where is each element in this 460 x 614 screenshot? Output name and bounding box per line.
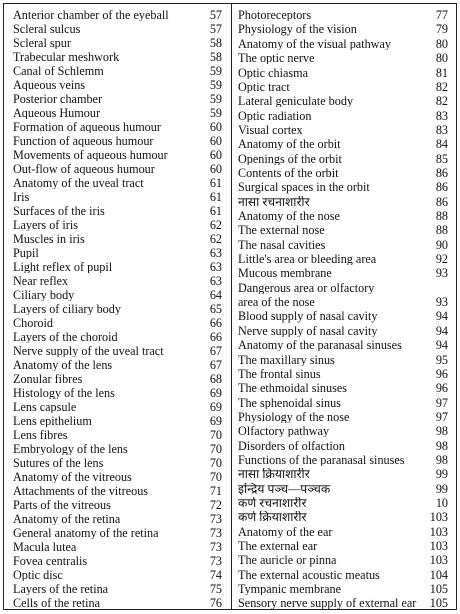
entry-page-number: 88 xyxy=(435,223,448,238)
entry-page-number: 93 xyxy=(435,295,448,310)
entry-page-number: 80 xyxy=(435,51,448,66)
index-entry xyxy=(232,381,456,396)
entry-page-number: 73 xyxy=(209,526,222,541)
entry-topic: Anterior chamber of the eyeball xyxy=(13,9,169,22)
index-entry xyxy=(4,400,231,415)
entry-page-number: 103 xyxy=(429,524,448,539)
index-entry xyxy=(4,190,231,205)
entry-topic: Sutures of the lens xyxy=(13,457,104,470)
index-entry xyxy=(4,568,231,583)
index-entry xyxy=(4,106,231,121)
index-entry xyxy=(4,36,231,51)
entry-page-number: 61 xyxy=(209,176,222,191)
entry-page-number: 99 xyxy=(435,481,448,496)
entry-page-number: 88 xyxy=(435,209,448,224)
entry-topic: Openings of the orbit xyxy=(238,152,342,165)
entry-topic: The auricle or pinna xyxy=(238,554,337,567)
index-entry xyxy=(4,22,231,37)
entry-topic: Embryology of the lens xyxy=(13,443,128,456)
index-entry xyxy=(4,120,231,135)
index-entry xyxy=(232,223,456,238)
entry-topic: Sensory nerve supply of external ear xyxy=(238,597,417,610)
entry-topic: The optic nerve xyxy=(238,52,315,65)
entry-page-number: 74 xyxy=(209,568,222,583)
entry-page-number: 69 xyxy=(209,386,222,401)
entry-page-number: 82 xyxy=(435,79,448,94)
entry-page-number: 63 xyxy=(209,274,222,289)
index-entry xyxy=(232,152,456,167)
index-entry xyxy=(232,395,456,410)
entry-topic: Trabecular meshwork xyxy=(13,51,120,64)
index-entry xyxy=(4,442,231,457)
entry-page-number: 83 xyxy=(435,122,448,137)
entry-topic: Aqueous Humour xyxy=(13,107,100,120)
entry-page-number: 84 xyxy=(435,137,448,152)
entry-topic: Layers of the retina xyxy=(13,583,109,596)
entry-page-number: 70 xyxy=(209,428,222,443)
index-entry xyxy=(4,330,231,345)
entry-page-number: 75 xyxy=(209,582,222,597)
entry-page-number: 104 xyxy=(429,567,448,582)
entry-page-number: 81 xyxy=(435,65,448,80)
entry-page-number: 59 xyxy=(209,92,222,107)
index-entry xyxy=(232,467,456,482)
entry-page-number: 66 xyxy=(209,316,222,331)
index-entry xyxy=(232,137,456,152)
entry-topic: Out-flow of aqueous humour xyxy=(13,163,155,176)
entry-page-number: 79 xyxy=(435,22,448,37)
entry-page-number: 73 xyxy=(209,540,222,555)
index-entry xyxy=(232,439,456,454)
index-entry xyxy=(232,510,456,525)
index-entry xyxy=(4,428,231,443)
entry-topic: Anatomy of the orbit xyxy=(238,138,341,151)
entry-topic: Layers of ciliary body xyxy=(13,303,121,316)
index-entry xyxy=(4,512,231,527)
entry-topic: Optic disc xyxy=(13,569,63,582)
entry-page-number: 69 xyxy=(209,400,222,415)
index-entry xyxy=(4,218,231,233)
entry-topic: The external acoustic meatus xyxy=(238,568,380,581)
entry-topic: नासा रचनाशारीर xyxy=(238,195,310,208)
index-entry xyxy=(232,410,456,425)
entry-topic: Movements of aqueous humour xyxy=(13,149,168,162)
entry-topic: Aqueous veins xyxy=(13,79,86,92)
index-entry xyxy=(4,50,231,65)
index-entry xyxy=(232,51,456,66)
entry-topic: General anatomy of the retina xyxy=(13,527,159,540)
index-entry xyxy=(4,316,231,331)
entry-page-number: 86 xyxy=(435,194,448,209)
entry-topic: कर्ण रचनाशारीर xyxy=(238,497,307,510)
entry-page-number: 57 xyxy=(209,22,222,37)
entry-topic: Physiology of the nose xyxy=(238,410,350,424)
entry-page-number: 70 xyxy=(209,470,222,485)
index-column-right xyxy=(232,4,456,609)
index-entry xyxy=(4,78,231,93)
entry-topic: Ciliary body xyxy=(13,289,75,302)
index-entry xyxy=(232,37,456,52)
entry-page-number: 83 xyxy=(435,108,448,123)
entry-page-number: 62 xyxy=(209,218,222,233)
index-entry xyxy=(4,470,231,485)
index-entry xyxy=(4,8,231,23)
entry-page-number: 61 xyxy=(209,204,222,219)
entry-topic: Anatomy of the nose xyxy=(238,210,340,223)
index-entry xyxy=(4,260,231,275)
entry-topic: Lens fibres xyxy=(13,429,68,442)
index-entry xyxy=(232,180,456,195)
entry-topic: The maxillary sinus xyxy=(238,353,335,366)
index-entry xyxy=(4,358,231,373)
index-entry xyxy=(4,134,231,149)
index-entry xyxy=(232,338,456,353)
entry-topic: Cells of the retina xyxy=(13,597,100,610)
entry-topic: Scleral sulcus xyxy=(13,23,81,36)
entry-topic: Anatomy of the paranasal sinuses xyxy=(238,339,402,352)
entry-topic: Anatomy of the lens xyxy=(13,359,113,372)
entry-page-number: 97 xyxy=(435,395,448,410)
entry-topic: Blood supply of nasal cavity xyxy=(238,310,378,323)
entry-topic: Lens epithelium xyxy=(13,415,92,428)
entry-page-number: 95 xyxy=(435,352,448,367)
entry-page-number: 94 xyxy=(435,338,448,353)
entry-page-number: 63 xyxy=(209,260,222,275)
entry-topic: Contents of the orbit xyxy=(238,166,339,180)
index-entry xyxy=(232,582,456,597)
index-entry xyxy=(232,166,456,181)
index-entry xyxy=(4,176,231,191)
entry-page-number: 60 xyxy=(209,134,222,149)
entry-topic: Iris xyxy=(13,191,30,204)
entry-topic: Near reflex xyxy=(13,275,69,288)
index-entry xyxy=(232,568,456,583)
entry-page-number: 64 xyxy=(209,288,222,303)
entry-page-number: 94 xyxy=(435,323,448,338)
index-entry xyxy=(232,281,456,296)
index-entry xyxy=(232,324,456,339)
entry-topic: Formation of aqueous humour xyxy=(13,121,161,134)
index-entry xyxy=(232,424,456,439)
entry-topic: Olfactory pathway xyxy=(238,425,330,438)
entry-page-number: 59 xyxy=(209,78,222,93)
entry-page-number: 63 xyxy=(209,246,222,261)
entry-page-number: 61 xyxy=(209,190,222,205)
entry-page-number: 99 xyxy=(435,467,448,482)
index-entry xyxy=(4,232,231,247)
index-entry xyxy=(232,367,456,382)
entry-topic: Anatomy of the ear xyxy=(238,525,333,538)
entry-topic: Surgical spaces in the orbit xyxy=(238,181,370,194)
entry-topic: Nerve supply of the uveal tract xyxy=(13,345,164,358)
entry-topic: The nasal cavities xyxy=(238,238,326,251)
index-entry xyxy=(4,414,231,429)
entry-page-number: 65 xyxy=(209,302,222,317)
index-entry xyxy=(232,252,456,267)
index-entry xyxy=(4,386,231,401)
index-entry xyxy=(232,453,456,468)
entry-page-number: 86 xyxy=(435,180,448,195)
entry-page-number: 94 xyxy=(435,309,448,324)
index-entry xyxy=(4,456,231,471)
index-entry xyxy=(232,108,456,123)
entry-page-number: 66 xyxy=(209,330,222,345)
entry-page-number: 58 xyxy=(209,36,222,51)
index-entry xyxy=(232,553,456,568)
entry-topic: Fovea centralis xyxy=(13,555,88,568)
entry-page-number: 59 xyxy=(209,106,222,121)
index-entry xyxy=(232,496,456,511)
entry-topic: Dangerous area or olfactory xyxy=(238,281,375,294)
entry-topic: Layers of the choroid xyxy=(13,331,118,344)
entry-topic: Nerve supply of nasal cavity xyxy=(238,324,378,338)
entry-topic: The frontal sinus xyxy=(238,367,321,381)
index-entry xyxy=(232,482,456,497)
entry-topic: Posterior chamber xyxy=(13,93,103,106)
index-entry xyxy=(232,352,456,367)
index-entry xyxy=(4,92,231,107)
entry-topic: Anatomy of the retina xyxy=(13,513,121,526)
entry-topic: Surfaces of the iris xyxy=(13,205,105,218)
entry-topic: The external nose xyxy=(238,224,325,237)
index-column-left xyxy=(4,4,232,609)
index-entry xyxy=(232,525,456,540)
entry-topic: Histology of the lens xyxy=(13,387,115,400)
index-entry xyxy=(4,484,231,499)
index-entry xyxy=(232,80,456,95)
entry-page-number: 77 xyxy=(435,8,448,23)
entry-topic: The external ear xyxy=(238,540,318,553)
entry-topic: Macula lutea xyxy=(13,541,77,554)
entry-topic: नासा क्रियाशारीर xyxy=(238,468,310,481)
index-entry xyxy=(232,65,456,80)
index-entry xyxy=(232,22,456,37)
entry-topic: कर्ण क्रियाशारीर xyxy=(238,511,307,524)
entry-page-number: 70 xyxy=(209,456,222,471)
entry-topic: Parts of the vitreous xyxy=(13,499,111,512)
entry-page-number: 73 xyxy=(209,554,222,569)
entry-page-number: 93 xyxy=(435,266,448,281)
index-entry xyxy=(4,596,231,611)
entry-page-number: 76 xyxy=(209,596,222,611)
entry-page-number: 70 xyxy=(209,442,222,457)
index-entry xyxy=(4,540,231,555)
entry-topic: The sphenoidal sinus xyxy=(238,396,341,409)
index-entry xyxy=(4,302,231,317)
entry-topic: Choroid xyxy=(13,317,53,330)
entry-page-number: 85 xyxy=(435,151,448,166)
entry-page-number: 60 xyxy=(209,162,222,177)
entry-page-number: 105 xyxy=(429,596,448,611)
entry-topic: Disorders of olfaction xyxy=(238,439,345,452)
index-entry xyxy=(4,344,231,359)
entry-topic: Optic tract xyxy=(238,80,290,94)
entry-page-number: 98 xyxy=(435,424,448,439)
entry-page-number: 86 xyxy=(435,165,448,180)
index-table xyxy=(3,3,457,610)
entry-page-number: 92 xyxy=(435,252,448,267)
index-entry xyxy=(4,148,231,163)
entry-page-number: 103 xyxy=(429,553,448,568)
index-entry xyxy=(4,64,231,79)
index-entry xyxy=(4,526,231,541)
entry-page-number: 60 xyxy=(209,148,222,163)
entry-page-number: 67 xyxy=(209,358,222,373)
entry-topic: Photoreceptors xyxy=(238,9,312,22)
entry-page-number: 82 xyxy=(435,94,448,109)
entry-topic: Anatomy of the visual pathway xyxy=(238,37,391,51)
entry-topic: Attachments of the vitreous xyxy=(13,485,149,498)
index-entry xyxy=(4,288,231,303)
entry-topic: Optic chiasma xyxy=(238,66,309,79)
entry-topic: Tympanic membrane xyxy=(238,583,342,596)
entry-topic: Function of aqueous humour xyxy=(13,135,154,148)
index-entry xyxy=(4,372,231,387)
entry-topic: Canal of Schlemm xyxy=(13,65,104,78)
entry-page-number: 80 xyxy=(435,36,448,51)
index-entry xyxy=(4,162,231,177)
index-entry xyxy=(4,554,231,569)
entry-topic: Functions of the paranasal sinuses xyxy=(238,453,405,467)
entry-topic: Light reflex of pupil xyxy=(13,261,113,274)
entry-topic: Visual cortex xyxy=(238,123,303,137)
entry-topic: Lens capsule xyxy=(13,401,77,414)
entry-page-number: 59 xyxy=(209,64,222,79)
index-entry xyxy=(232,266,456,281)
entry-page-number: 97 xyxy=(435,409,448,424)
index-entry xyxy=(232,8,456,23)
index-entry xyxy=(4,204,231,219)
entry-topic: Optic radiation xyxy=(238,109,312,122)
index-entry xyxy=(232,195,456,210)
entry-page-number: 68 xyxy=(209,372,222,387)
entry-topic: Layers of iris xyxy=(13,219,78,232)
entry-page-number: 96 xyxy=(435,366,448,381)
entry-topic: Little's area or bleeding area xyxy=(238,253,377,266)
entry-page-number: 73 xyxy=(209,512,222,527)
entry-topic: area of the nose xyxy=(238,296,315,309)
entry-topic: Physiology of the vision xyxy=(238,23,357,36)
entry-page-number: 71 xyxy=(209,484,222,499)
index-entry xyxy=(4,582,231,597)
index-entry xyxy=(4,498,231,513)
index-entry xyxy=(232,295,456,310)
entry-page-number: 90 xyxy=(435,237,448,252)
entry-page-number: 96 xyxy=(435,381,448,396)
index-entry xyxy=(232,309,456,324)
index-entry xyxy=(232,94,456,109)
entry-topic: Mucous membrane xyxy=(238,267,332,280)
entry-page-number: 103 xyxy=(429,510,448,525)
index-entry xyxy=(4,274,231,289)
entry-page-number: 60 xyxy=(209,120,222,135)
entry-topic: Anatomy of the vitreous xyxy=(13,471,132,484)
entry-topic: The ethmoidal sinuses xyxy=(238,382,347,395)
entry-page-number: 103 xyxy=(429,539,448,554)
entry-page-number: 67 xyxy=(209,344,222,359)
entry-page-number: 58 xyxy=(209,50,222,65)
index-entry xyxy=(232,123,456,138)
entry-topic: Scleral spur xyxy=(13,37,71,50)
entry-page-number: 105 xyxy=(429,582,448,597)
index-entry xyxy=(232,209,456,224)
index-entry xyxy=(232,539,456,554)
entry-page-number: 10 xyxy=(435,496,448,511)
entry-topic: Anatomy of the uveal tract xyxy=(13,177,144,190)
entry-topic: Lateral geniculate body xyxy=(238,95,354,108)
entry-page-number: 57 xyxy=(209,8,222,23)
entry-topic: Pupil xyxy=(13,247,39,260)
entry-topic: इन्द्रिय पञ्च—पञ्चक xyxy=(238,482,331,495)
entry-topic: Muscles in iris xyxy=(13,233,85,246)
entry-page-number: 98 xyxy=(435,452,448,467)
entry-page-number: 98 xyxy=(435,438,448,453)
entry-topic: Zonular fibres xyxy=(13,373,83,386)
index-entry xyxy=(232,596,456,611)
index-entry xyxy=(232,238,456,253)
index-entry xyxy=(4,246,231,261)
entry-page-number: 72 xyxy=(209,498,222,513)
entry-page-number: 69 xyxy=(209,414,222,429)
entry-page-number: 62 xyxy=(209,232,222,247)
